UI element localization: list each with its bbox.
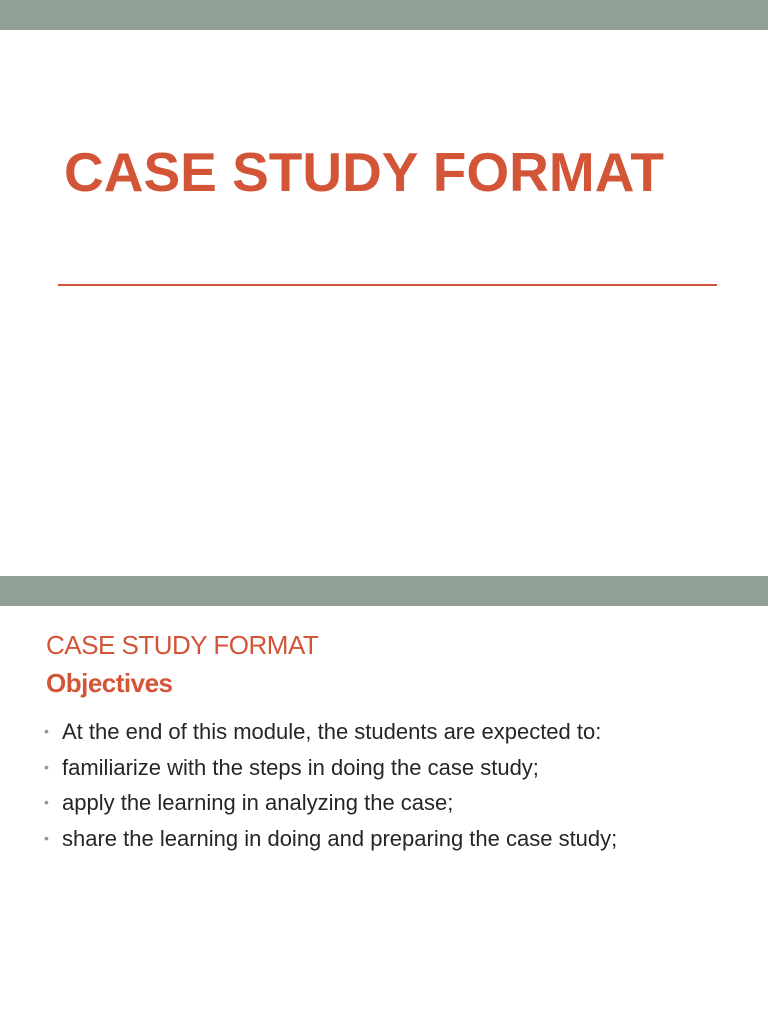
bullet-dot-icon: •	[44, 794, 49, 810]
objectives-heading	[46, 628, 318, 700]
bullet-dot-icon: •	[44, 723, 49, 739]
bullet-dot-icon: •	[44, 758, 49, 775]
bullet-text: At the end of this module, the students are expected to:	[62, 719, 602, 744]
slide-title-text: CASE STUDY FORMAT	[64, 141, 664, 203]
slide-top-band	[0, 0, 768, 30]
objectives-bullet-list	[44, 714, 617, 856]
bullet-text: familiarize with the steps in doing the case study;	[62, 754, 539, 780]
bullet-text: share the learning in doing and preparing the case study;	[62, 825, 618, 851]
objectives-heading-title: CASE STUDY FORMAT	[46, 630, 319, 660]
bullet-dot-icon: •	[44, 829, 49, 846]
bullet-text: apply the learning in analyzing the case;	[62, 790, 454, 815]
bullet-item	[44, 750, 617, 786]
bullet-item	[44, 785, 617, 821]
slide-top-band	[0, 576, 768, 606]
objectives-heading-subtitle: Objectives	[46, 668, 173, 698]
title-underline-divider	[58, 284, 717, 286]
slide-objectives	[0, 576, 768, 1024]
bullet-item	[44, 821, 617, 857]
bullet-item	[44, 714, 617, 750]
